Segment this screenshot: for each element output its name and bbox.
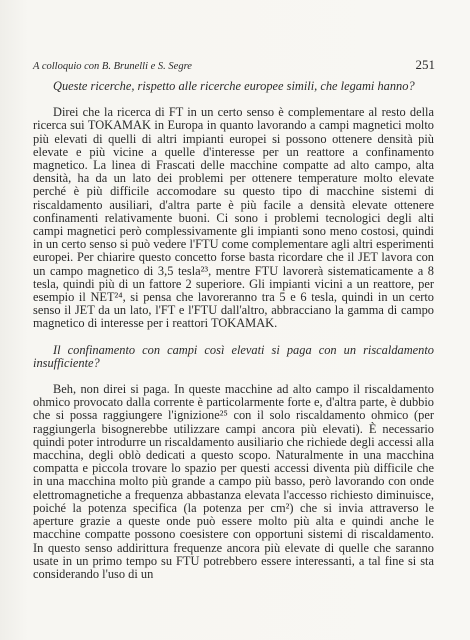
answer-paragraph: Beh, non direi si paga. In queste macchine ad alto campo il riscaldamento ohmico provocato dalla corrente è particolarmente forte e, d'altra parte, è dubbio che si possa raggiungere l'ignizione²⁵ con il solo riscaldamento ohmico (per raggiungerla bisognerebbe utilizzare campi ancora più elevati). È necessario quindi poter introdurre un riscaldamento ausiliario che richiede degli accessi alla macchina, degli oblò dedicati a questo scopo. Naturalmente in una macchina compatta e piccola trovare lo spazio per questi accessi diventa più difficile che in una macchina molto più grande a campo più basso, però lavorando con onde elettromagnetiche a frequenza abbastanza elevata l'accesso richiesto diminuisce, poiché la potenza specifica (la potenza per cm²) che si invia attraverso le aperture grazie a queste onde può essere molto più alta e quindi anche le macchine compatte possono coesistere con opportuni sistemi di riscaldamento. In questo senso addirittura frequenze ancora più elevate di quelle che saranno usate in un primo tempo su FTU potrebbero essere interessanti, a tal fine si sta considerando l'uso di un (33, 382, 434, 581)
page-number: 251 (415, 57, 435, 72)
answer-paragraph: Direi che la ricerca di FT in un certo senso è complementare al resto della ricerca sui TOKAMAK in Europa in quanto lavorando a campi magnetici molto più elevati di quelli di altri impianti europei si possono ottenere densità più elevate e più vicine a quelle d'interesse per un reattore a confinamento magnetico. La linea di Frascati delle macchine compatte ad alto campo, alta densità, ha da un lato dei problemi per ottenere temperature molto elevate perché è più difficile accomodare su questo tipo di macchine sistemi di riscaldamento ausiliari, d'altra parte è più facile a densità elevate ottenere confinamenti relativamente buoni. Ci sono i problemi tecnologici degli alti campi magnetici però complessivamente gli impianti sono meno costosi, quindi in un certo senso si può vedere l'FTU come complementare agli altri esperimenti europei. Per chiarire questo concetto forse basta ricordare che il JET lavora con un campo magnetico di 3,5 tesla²³, mentre FTU lavorerà sistematicamente a 8 tesla, quindi più di un fattore 2 superiore. Gli impianti vicini a un reattore, per esempio il NET²⁴, si pensa che lavoreranno tra 5 e 6 tesla, quindi in un certo senso il JET da un lato, l'FT e l'FTU dall'altro, abbracciano la gamma di campo magnetico di interesse per i reattori TOKAMAK. (33, 105, 434, 331)
running-title: A colloquio con B. Brunelli e S. Segre (33, 61, 192, 72)
question-paragraph: Queste ricerche, rispetto alle ricerche europee simili, che legami hanno? (53, 79, 415, 93)
running-head (33, 57, 435, 73)
body-text (33, 80, 434, 581)
question-paragraph: Il confinamento con campi così elevati si paga con un riscaldamento insufficiente? (33, 342, 434, 370)
